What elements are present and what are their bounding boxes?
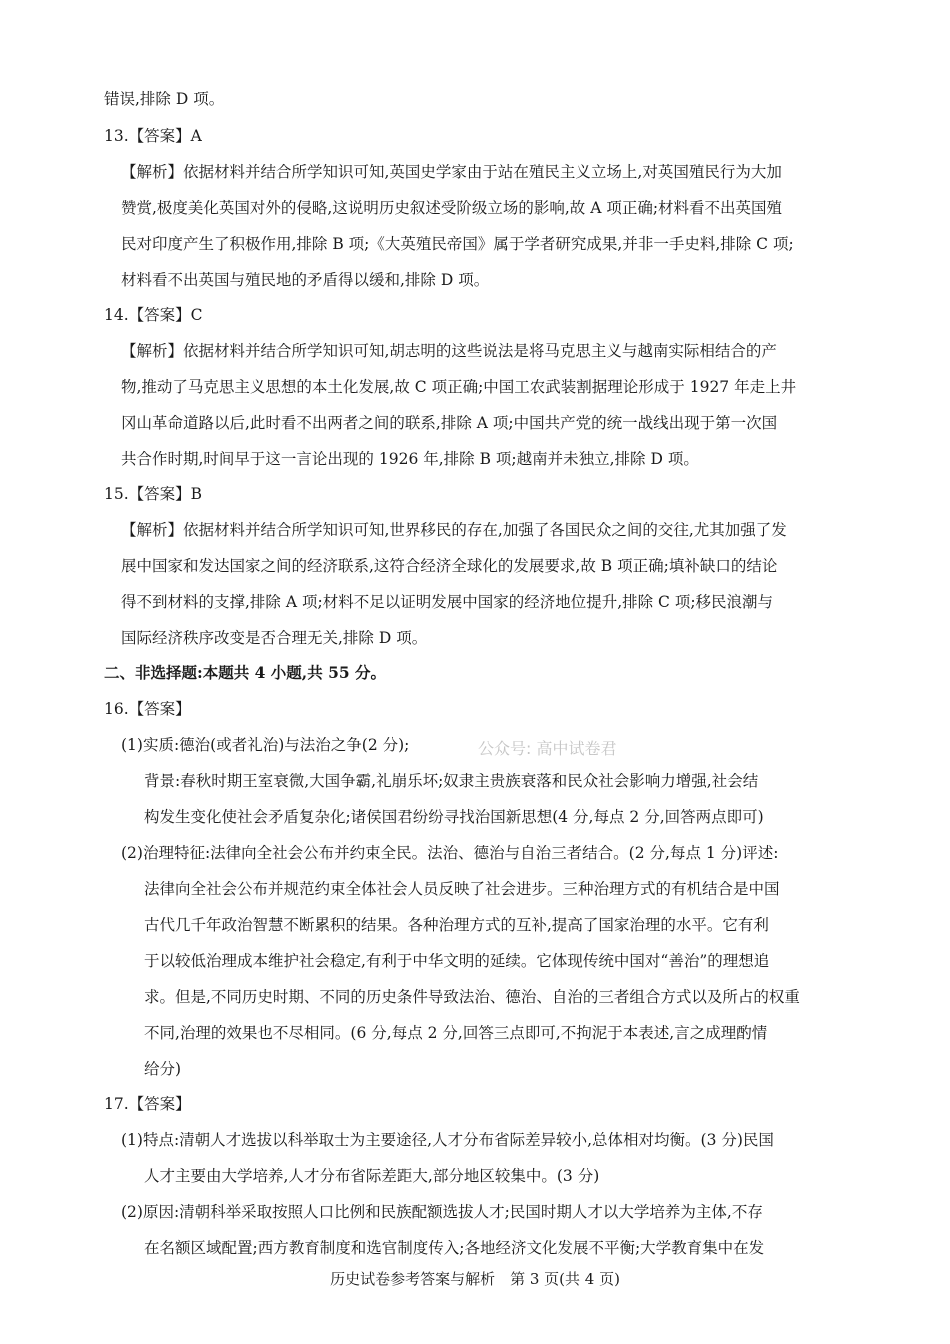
- text-line: (2)治理特征:法律向全社会公布并约束全民。法治、德治与自治三者结合。(2 分,每点 1 分)评述:: [121, 844, 779, 862]
- text-line: 材料看不出英国与殖民地的矛盾得以缓和,排除 D 项。: [121, 271, 490, 289]
- text-line: 共合作时期,时间早于这一言论出现的 1926 年,排除 B 项;越南并未独立,排除 D 项。: [121, 450, 699, 468]
- section-heading: 二、非选择题:本题共 4 小题,共 55 分。: [104, 663, 387, 682]
- text-line: 背景:春秋时期王室衰微,大国争霸,礼崩乐坏;奴隶主贵族衰落和民众社会影响力增强,社会结: [144, 772, 759, 790]
- text-line: 在名额区域配置;西方教育制度和选官制度传入;各地经济文化发展不平衡;大学教育集中在发: [144, 1239, 765, 1257]
- text-line: 不同,治理的效果也不尽相同。(6 分,每点 2 分,回答三点即可,不拘泥于本表述,言之成理酌情: [144, 1024, 768, 1042]
- text-line: 【解析】依据材料并结合所学知识可知,世界移民的存在,加强了各国民众之间的交往,尤其加强了发: [121, 521, 787, 539]
- text-line: 人才主要由大学培养,人才分布省际差距大,部分地区较集中。(3 分): [144, 1167, 600, 1185]
- text-line: 展中国家和发达国家之间的经济联系,这符合经济全球化的发展要求,故 B 项正确;填补缺口的结论: [121, 557, 778, 575]
- text-line: (2)原因:清朝科举采取按照人口比例和民族配额选拔人才;民国时期人才以大学培养为主体,不存: [121, 1203, 763, 1221]
- text-line: (1)实质:德治(或者礼治)与法治之争(2 分);: [121, 736, 410, 754]
- answer-heading-16: 16.【答案】: [104, 700, 191, 718]
- text-line: 给分): [144, 1060, 182, 1078]
- text-line: 【解析】依据材料并结合所学知识可知,胡志明的这些说法是将马克思主义与越南实际相结合的产: [121, 342, 777, 360]
- page-footer: 历史试卷参考答案与解析 第 3 页(共 4 页): [330, 1270, 620, 1288]
- answer-heading-17: 17.【答案】: [104, 1095, 191, 1113]
- text-line: 国际经济秩序改变是否合理无关,排除 D 项。: [121, 629, 428, 647]
- text-line: 冈山革命道路以后,此时看不出两者之间的联系,排除 A 项;中国共产党的统一战线出现于第一次国: [121, 414, 778, 432]
- text-line: 求。但是,不同历史时期、不同的历史条件导致法治、德治、自治的三者组合方式以及所占的权重: [144, 988, 800, 1006]
- answer-heading-14: 14.【答案】C: [104, 306, 203, 324]
- text-line: 古代几千年政治智慧不断累积的结果。各种治理方式的互补,提高了国家治理的水平。它有利: [144, 916, 769, 934]
- text-line: 物,推动了马克思主义思想的本土化发展,故 C 项正确;中国工农武装割据理论形成于 1927 年走上井: [121, 378, 797, 396]
- text-line: (1)特点:清朝人才选拔以科举取士为主要途径,人才分布省际差异较小,总体相对均衡。(3 分)民国: [121, 1131, 774, 1149]
- text-line: 【解析】依据材料并结合所学知识可知,英国史学家由于站在殖民主义立场上,对英国殖民行为大加: [121, 163, 782, 181]
- text-line: 民对印度产生了积极作用,排除 B 项;《大英殖民帝国》属于学者研究成果,并非一手史料,排除 C 项;: [121, 235, 794, 253]
- text-line: 错误,排除 D 项。: [104, 90, 225, 108]
- text-line: 法律向全社会公布并规范约束全体社会人员反映了社会进步。三种治理方式的有机结合是中国: [144, 880, 780, 898]
- text-line: 构发生变化使社会矛盾复杂化;诸侯国君纷纷寻找治国新思想(4 分,每点 2 分,回答两点即可): [144, 808, 764, 826]
- answer-heading-13: 13.【答案】A: [104, 127, 202, 145]
- text-line: 于以较低治理成本维护社会稳定,有利于中华文明的延续。它体现传统中国对“善治”的理想追: [144, 952, 770, 970]
- text-line: 得不到材料的支撑,排除 A 项;材料不足以证明发展中国家的经济地位提升,排除 C 项;移民浪潮与: [121, 593, 774, 611]
- text-line: 赞赏,极度美化英国对外的侵略,这说明历史叙述受阶级立场的影响,故 A 项正确;材料看不出英国殖: [121, 199, 783, 217]
- watermark-text: 公众号: 高中试卷君: [478, 739, 617, 758]
- answer-heading-15: 15.【答案】B: [104, 485, 203, 503]
